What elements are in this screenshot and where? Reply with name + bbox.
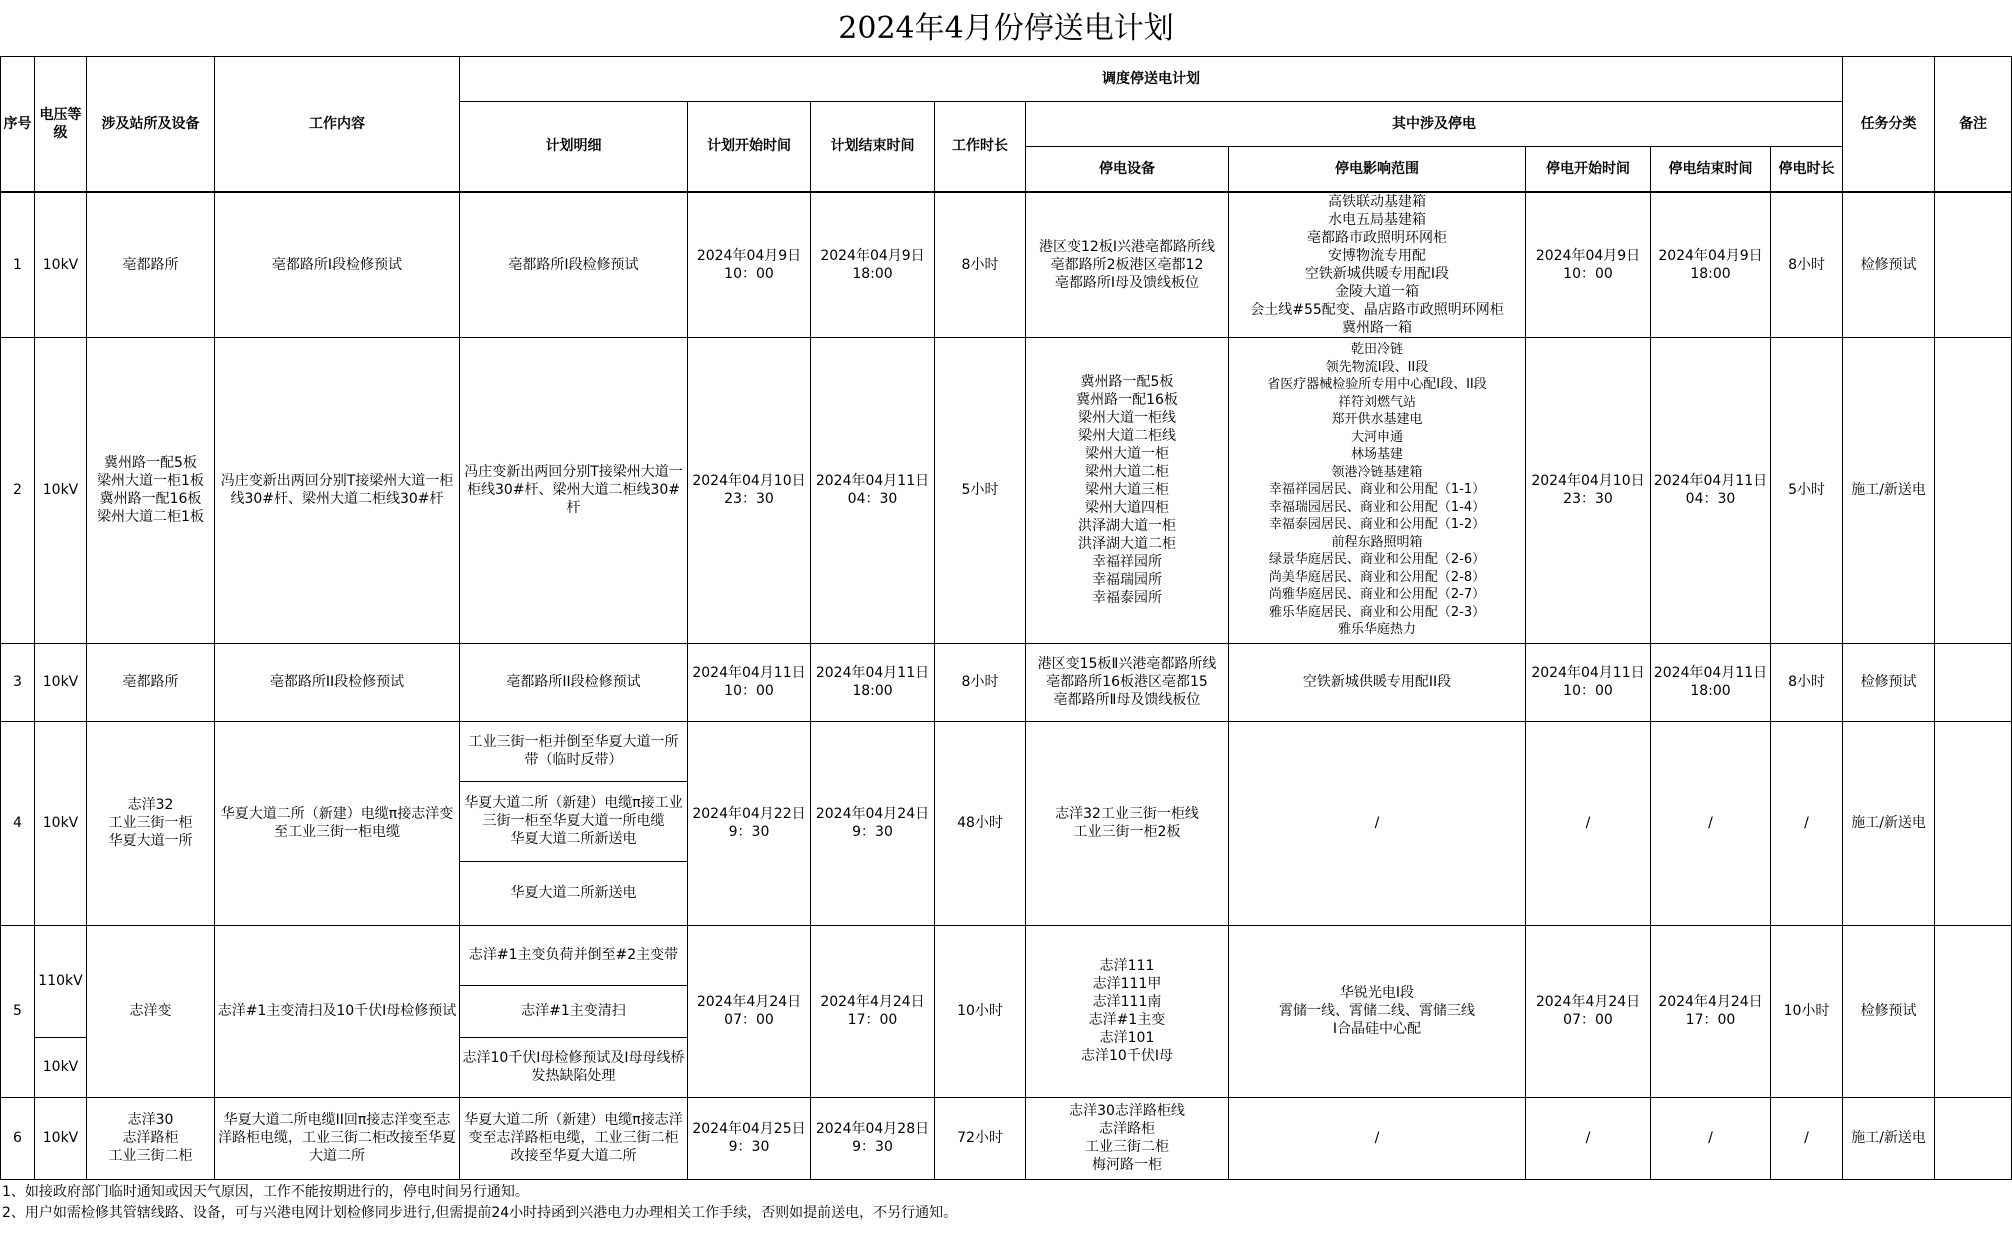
cell-category: 施工/新送电 xyxy=(1843,1097,1935,1179)
cell-voltage: 10kV xyxy=(35,721,87,925)
cell-detail: 冯庄变新出两回分别T接梁州大道一柜线30#杆、梁州大道二柜线30#杆 xyxy=(460,337,688,643)
cell-remark xyxy=(1935,721,2012,925)
note-line: 2、用户如需检修其管辖线路、设备，可与兴港电网计划检修同步进行,但需提前24小时持函到兴港电力办理相关工作手续，否则如提前送电，不另行通知。 xyxy=(2,1205,958,1221)
cell-detail: 志洋#1主变清扫 xyxy=(460,985,688,1037)
cell-outage-scope: 高铁联动基建箱 水电五局基建箱 亳都路市政照明环网柜 安博物流专用配 空铁新城供暖专用配I段 金陵大道一箱 会土线#55配变、晶店路市政照明环网柜 冀州路一箱 xyxy=(1229,192,1526,338)
cell-voltage: 10kV xyxy=(35,643,87,721)
cell-plan-start: 2024年04月10日 23：30 xyxy=(688,337,811,643)
header-remark: 备注 xyxy=(1935,57,2012,192)
cell-outage-equipment: 志洋30志洋路柜线 志洋路柜 工业三街二柜 梅河路一柜 xyxy=(1026,1097,1229,1179)
header-seq: 序号 xyxy=(1,57,35,192)
cell-outage-scope: / xyxy=(1229,1097,1526,1179)
cell-detail: 志洋#1主变负荷并倒至#2主变带 xyxy=(460,925,688,985)
cell-station: 志洋30 志洋路柜 工业三街二柜 xyxy=(87,1097,215,1179)
table-row xyxy=(1,721,2012,781)
note-line: 1、如接政府部门临时通知或因天气原因，工作不能按期进行的，停电时间另行通知。 xyxy=(2,1184,529,1200)
outage-plan-table xyxy=(0,56,2012,1180)
cell-category: 检修预试 xyxy=(1843,925,1935,1097)
cell-outage-end: / xyxy=(1651,721,1771,925)
cell-detail: 亳都路所I段检修预试 xyxy=(460,192,688,338)
cell-duration: 8小时 xyxy=(935,643,1026,721)
cell-outage-duration: 5小时 xyxy=(1771,337,1843,643)
cell-work: 华夏大道二所电缆II回π接志洋变至志洋路柜电缆，工业三街二柜改接至华夏大道二所 xyxy=(215,1097,460,1179)
cell-voltage: 10kV xyxy=(35,1097,87,1179)
cell-outage-start: 2024年04月10日 23：30 xyxy=(1526,337,1651,643)
cell-voltage: 10kV xyxy=(35,1037,87,1097)
header-detail: 计划明细 xyxy=(460,102,688,192)
cell-seq: 4 xyxy=(1,721,35,925)
cell-outage-scope: 华锐光电I段 霄储一线、霄储二线、霄储三线 I合晶硅中心配 xyxy=(1229,925,1526,1097)
cell-seq: 1 xyxy=(1,192,35,338)
table-row xyxy=(1,337,2012,643)
table-row xyxy=(1,925,2012,985)
cell-detail: 华夏大道二所（新建）电缆π接工业三街一柜至华夏大道一所电缆 华夏大道二所新送电 xyxy=(460,781,688,861)
header-category: 任务分类 xyxy=(1843,57,1935,192)
cell-category: 施工/新送电 xyxy=(1843,721,1935,925)
table-row xyxy=(1,192,2012,338)
header-outage-duration: 停电时长 xyxy=(1771,147,1843,192)
cell-outage-end: 2024年04月11日 18:00 xyxy=(1651,643,1771,721)
cell-seq: 6 xyxy=(1,1097,35,1179)
cell-station: 冀州路一配5板 梁州大道一柜1板 冀州路一配16板 梁州大道二柜1板 xyxy=(87,337,215,643)
header-outage-start: 停电开始时间 xyxy=(1526,147,1651,192)
cell-outage-end: 2024年04月9日 18:00 xyxy=(1651,192,1771,338)
cell-plan-end: 2024年04月24日 9：30 xyxy=(811,721,935,925)
cell-station: 亳都路所 xyxy=(87,643,215,721)
cell-remark xyxy=(1935,337,2012,643)
cell-work: 亳都路所I段检修预试 xyxy=(215,192,460,338)
notes xyxy=(2,1182,957,1224)
cell-detail: 华夏大道二所（新建）电缆π接志洋变至志洋路柜电缆，工业三街二柜改接至华夏大道二所 xyxy=(460,1097,688,1179)
cell-outage-start: 2024年4月24日 07：00 xyxy=(1526,925,1651,1097)
cell-outage-end: / xyxy=(1651,1097,1771,1179)
cell-remark xyxy=(1935,643,2012,721)
cell-station: 志洋变 xyxy=(87,925,215,1097)
cell-outage-scope: 乾田冷链 领先物流I段、II段 省医疗器械检验所专用中心配I段、II段 祥符刘燃气站 郑开供水基建电 大河申通 林场基建 领港冷链基建箱 幸福祥园居民、商业和公用配（1-1） 幸福瑞园居民、商业和公用配（1-4） 幸福泰园居民、商业和公用配（1-2） 前程东路照明箱 绿景华庭居民、商业和公用配（2-6） 尚美华庭居民、商业和公用配（2-8） 尚雅华庭居民、商业和公用配（2-7） 雅乐华庭居民、商业和公用配（2-3） 雅乐华庭热力 xyxy=(1229,337,1526,643)
header-station: 涉及站所及设备 xyxy=(87,57,215,192)
cell-duration: 10小时 xyxy=(935,925,1026,1097)
cell-outage-start: / xyxy=(1526,721,1651,925)
cell-work: 亳都路所II段检修预试 xyxy=(215,643,460,721)
cell-voltage: 10kV xyxy=(35,337,87,643)
cell-plan-end: 2024年4月24日 17：00 xyxy=(811,925,935,1097)
cell-duration: 48小时 xyxy=(935,721,1026,925)
cell-detail: 志洋10千伏I母检修预试及I母母线桥发热缺陷处理 xyxy=(460,1037,688,1097)
cell-outage-equipment: 港区变12板Ⅰ兴港亳都路所线 亳都路所2板港区亳都12 亳都路所Ⅰ母及馈线板位 xyxy=(1026,192,1229,338)
cell-remark xyxy=(1935,1097,2012,1179)
cell-remark xyxy=(1935,925,2012,1097)
cell-outage-duration: 8小时 xyxy=(1771,643,1843,721)
cell-plan-start: 2024年4月24日 07：00 xyxy=(688,925,811,1097)
header-outage-equipment: 停电设备 xyxy=(1026,147,1229,192)
cell-remark xyxy=(1935,192,2012,338)
cell-station: 亳都路所 xyxy=(87,192,215,338)
cell-category: 检修预试 xyxy=(1843,192,1935,338)
cell-work: 华夏大道二所（新建）电缆π接志洋变至工业三街一柜电缆 xyxy=(215,721,460,925)
cell-outage-duration: 10小时 xyxy=(1771,925,1843,1097)
cell-plan-end: 2024年04月11日 18:00 xyxy=(811,643,935,721)
cell-seq: 5 xyxy=(1,925,35,1097)
header-dispatch-group: 调度停送电计划 xyxy=(460,57,1843,102)
cell-outage-end: 2024年04月11日 04：30 xyxy=(1651,337,1771,643)
cell-outage-equipment: 志洋32工业三街一柜线 工业三街一柜2板 xyxy=(1026,721,1229,925)
cell-detail: 亳都路所II段检修预试 xyxy=(460,643,688,721)
cell-voltage: 10kV xyxy=(35,192,87,338)
cell-seq: 2 xyxy=(1,337,35,643)
cell-outage-duration: / xyxy=(1771,1097,1843,1179)
cell-outage-equipment: 冀州路一配5板 冀州路一配16板 梁州大道一柜线 梁州大道二柜线 梁州大道一柜 梁州大道二柜 梁州大道三柜 梁州大道四柜 洪泽湖大道一柜 洪泽湖大道二柜 幸福祥园所 幸福瑞园所 幸福泰园所 xyxy=(1026,337,1229,643)
header-duration: 工作时长 xyxy=(935,102,1026,192)
table-row xyxy=(1,643,2012,721)
cell-outage-start: 2024年04月11日 10：00 xyxy=(1526,643,1651,721)
header-outage-scope: 停电影响范围 xyxy=(1229,147,1526,192)
cell-outage-duration: 8小时 xyxy=(1771,192,1843,338)
cell-plan-end: 2024年04月9日 18:00 xyxy=(811,192,935,338)
cell-plan-start: 2024年04月25日 9：30 xyxy=(688,1097,811,1179)
header-plan-end: 计划结束时间 xyxy=(811,102,935,192)
cell-station: 志洋32 工业三街一柜 华夏大道一所 xyxy=(87,721,215,925)
cell-work: 志洋#1主变清扫及10千伏I母检修预试 xyxy=(215,925,460,1097)
cell-work: 冯庄变新出两回分别T接梁州大道一柜线30#杆、梁州大道二柜线30#杆 xyxy=(215,337,460,643)
cell-duration: 8小时 xyxy=(935,192,1026,338)
cell-seq: 3 xyxy=(1,643,35,721)
header-work: 工作内容 xyxy=(215,57,460,192)
header-plan-start: 计划开始时间 xyxy=(688,102,811,192)
cell-outage-scope: 空铁新城供暖专用配II段 xyxy=(1229,643,1526,721)
cell-category: 检修预试 xyxy=(1843,643,1935,721)
cell-plan-start: 2024年04月22日 9：30 xyxy=(688,721,811,925)
table-row xyxy=(1,1097,2012,1179)
cell-category: 施工/新送电 xyxy=(1843,337,1935,643)
header-outage-end: 停电结束时间 xyxy=(1651,147,1771,192)
cell-duration: 5小时 xyxy=(935,337,1026,643)
cell-outage-equipment: 志洋111 志洋111甲 志洋111南 志洋#1主变 志洋101 志洋10千伏I母 xyxy=(1026,925,1229,1097)
cell-detail: 工业三街一柜并倒至华夏大道一所带（临时反带） xyxy=(460,721,688,781)
page-title: 2024年4月份停送电计划 xyxy=(838,11,1174,46)
cell-outage-end: 2024年4月24日 17：00 xyxy=(1651,925,1771,1097)
cell-outage-start: 2024年04月9日 10：00 xyxy=(1526,192,1651,338)
cell-plan-start: 2024年04月11日 10：00 xyxy=(688,643,811,721)
cell-outage-duration: / xyxy=(1771,721,1843,925)
cell-detail: 华夏大道二所新送电 xyxy=(460,861,688,925)
cell-outage-start: / xyxy=(1526,1097,1651,1179)
header-voltage: 电压等级 xyxy=(35,57,87,192)
cell-plan-end: 2024年04月28日 9：30 xyxy=(811,1097,935,1179)
cell-outage-scope: / xyxy=(1229,721,1526,925)
cell-voltage: 110kV xyxy=(35,925,87,1037)
cell-plan-start: 2024年04月9日 10：00 xyxy=(688,192,811,338)
cell-plan-end: 2024年04月11日 04：30 xyxy=(811,337,935,643)
header-outage-group: 其中涉及停电 xyxy=(1026,102,1843,147)
cell-outage-equipment: 港区变15板Ⅱ兴港亳都路所线 亳都路所16板港区亳都15 亳都路所Ⅱ母及馈线板位 xyxy=(1026,643,1229,721)
cell-duration: 72小时 xyxy=(935,1097,1026,1179)
